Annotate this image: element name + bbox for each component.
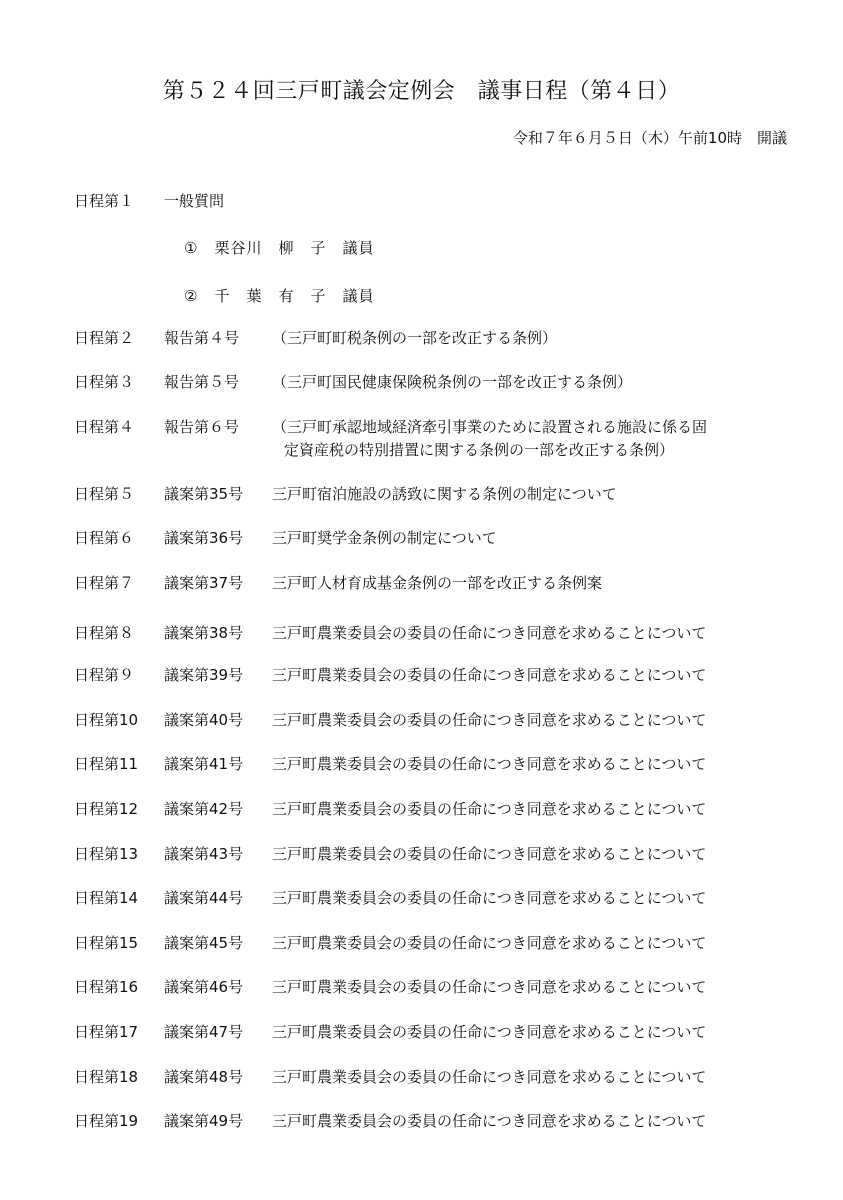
agenda-content: 三戸町農業委員会の委員の任命につき同意を求めることについて xyxy=(272,1023,707,1041)
agenda-code: 議案第46号 xyxy=(164,978,244,996)
agenda-code: 報告第６号 xyxy=(164,418,240,436)
agenda-number: 日程第４ xyxy=(74,418,135,436)
agenda-content: 三戸町農業委員会の委員の任命につき同意を求めることについて xyxy=(272,755,707,773)
agenda-content: 三戸町宿泊施設の誘致に関する条例の制定について xyxy=(272,485,617,503)
agenda-code: 議案第39号 xyxy=(164,666,244,684)
session-datetime: 令和７年６月５日（木）午前10時 開議 xyxy=(512,129,787,147)
agenda-number: 日程第５ xyxy=(74,485,135,503)
agenda-code: 議案第42号 xyxy=(164,800,244,818)
agenda-number: 日程第９ xyxy=(74,666,135,684)
agenda-content: （三戸町承認地域経済牽引事業のために設置される施設に係る固 xyxy=(272,418,708,436)
agenda-content: 三戸町農業委員会の委員の任命につき同意を求めることについて xyxy=(272,666,707,684)
agenda-code: 議案第40号 xyxy=(164,711,244,729)
agenda-code: 報告第５号 xyxy=(164,373,240,391)
agenda-code: 報告第４号 xyxy=(164,329,240,347)
agenda-content: 三戸町奨学金条例の制定について xyxy=(272,529,497,547)
speaker-item: ② 千 葉 有 子 議員 xyxy=(184,287,375,305)
agenda-number: 日程第14 xyxy=(74,889,139,907)
agenda-code: 議案第41号 xyxy=(164,755,244,773)
document-title: 第５２４回三戸町議会定例会 議事日程（第４日） xyxy=(162,79,681,104)
agenda-code: 議案第37号 xyxy=(164,574,244,592)
agenda-number: 日程第11 xyxy=(74,755,139,773)
agenda-content: （三戸町国民健康保険税条例の一部を改正する条例） xyxy=(272,373,633,391)
agenda-number: 日程第17 xyxy=(74,1023,139,1041)
agenda-code: 議案第45号 xyxy=(164,934,244,952)
agenda-number: 日程第２ xyxy=(74,329,135,347)
agenda-content: 三戸町農業委員会の委員の任命につき同意を求めることについて xyxy=(272,624,707,642)
agenda-content-continuation: 定資産税の特別措置に関する条例の一部を改正する条例） xyxy=(284,441,675,459)
agenda-number: 日程第８ xyxy=(74,624,135,642)
agenda-number: 日程第３ xyxy=(74,373,135,391)
agenda-code: 議案第43号 xyxy=(164,845,244,863)
agenda-content: 三戸町農業委員会の委員の任命につき同意を求めることについて xyxy=(272,889,707,907)
agenda-code: 議案第44号 xyxy=(164,889,244,907)
agenda-code: 議案第35号 xyxy=(164,485,244,503)
agenda-content: （三戸町町税条例の一部を改正する条例） xyxy=(272,329,558,347)
speaker-item: ① 栗谷川 柳 子 議員 xyxy=(184,239,375,257)
agenda-content: 三戸町人材育成基金条例の一部を改正する条例案 xyxy=(272,574,603,592)
agenda-content: 三戸町農業委員会の委員の任命につき同意を求めることについて xyxy=(272,934,707,952)
agenda-number: 日程第１ xyxy=(74,192,135,210)
agenda-content: 三戸町農業委員会の委員の任命につき同意を求めることについて xyxy=(272,800,707,818)
agenda-content: 三戸町農業委員会の委員の任命につき同意を求めることについて xyxy=(272,845,707,863)
agenda-number: 日程第10 xyxy=(74,711,139,729)
agenda-content: 三戸町農業委員会の委員の任命につき同意を求めることについて xyxy=(272,1112,707,1130)
agenda-code: 一般質問 xyxy=(164,192,225,210)
agenda-number: 日程第６ xyxy=(74,529,135,547)
agenda-code: 議案第49号 xyxy=(164,1112,244,1130)
agenda-content: 三戸町農業委員会の委員の任命につき同意を求めることについて xyxy=(272,978,707,996)
agenda-number: 日程第12 xyxy=(74,800,139,818)
agenda-number: 日程第15 xyxy=(74,934,139,952)
agenda-number: 日程第18 xyxy=(74,1068,139,1086)
agenda-code: 議案第47号 xyxy=(164,1023,244,1041)
agenda-number: 日程第７ xyxy=(74,574,135,592)
agenda-code: 議案第36号 xyxy=(164,529,244,547)
agenda-number: 日程第13 xyxy=(74,845,139,863)
agenda-content: 三戸町農業委員会の委員の任命につき同意を求めることについて xyxy=(272,1068,707,1086)
agenda-code: 議案第38号 xyxy=(164,624,244,642)
agenda-number: 日程第16 xyxy=(74,978,139,996)
agenda-code: 議案第48号 xyxy=(164,1068,244,1086)
agenda-number: 日程第19 xyxy=(74,1112,139,1130)
agenda-content: 三戸町農業委員会の委員の任命につき同意を求めることについて xyxy=(272,711,707,729)
